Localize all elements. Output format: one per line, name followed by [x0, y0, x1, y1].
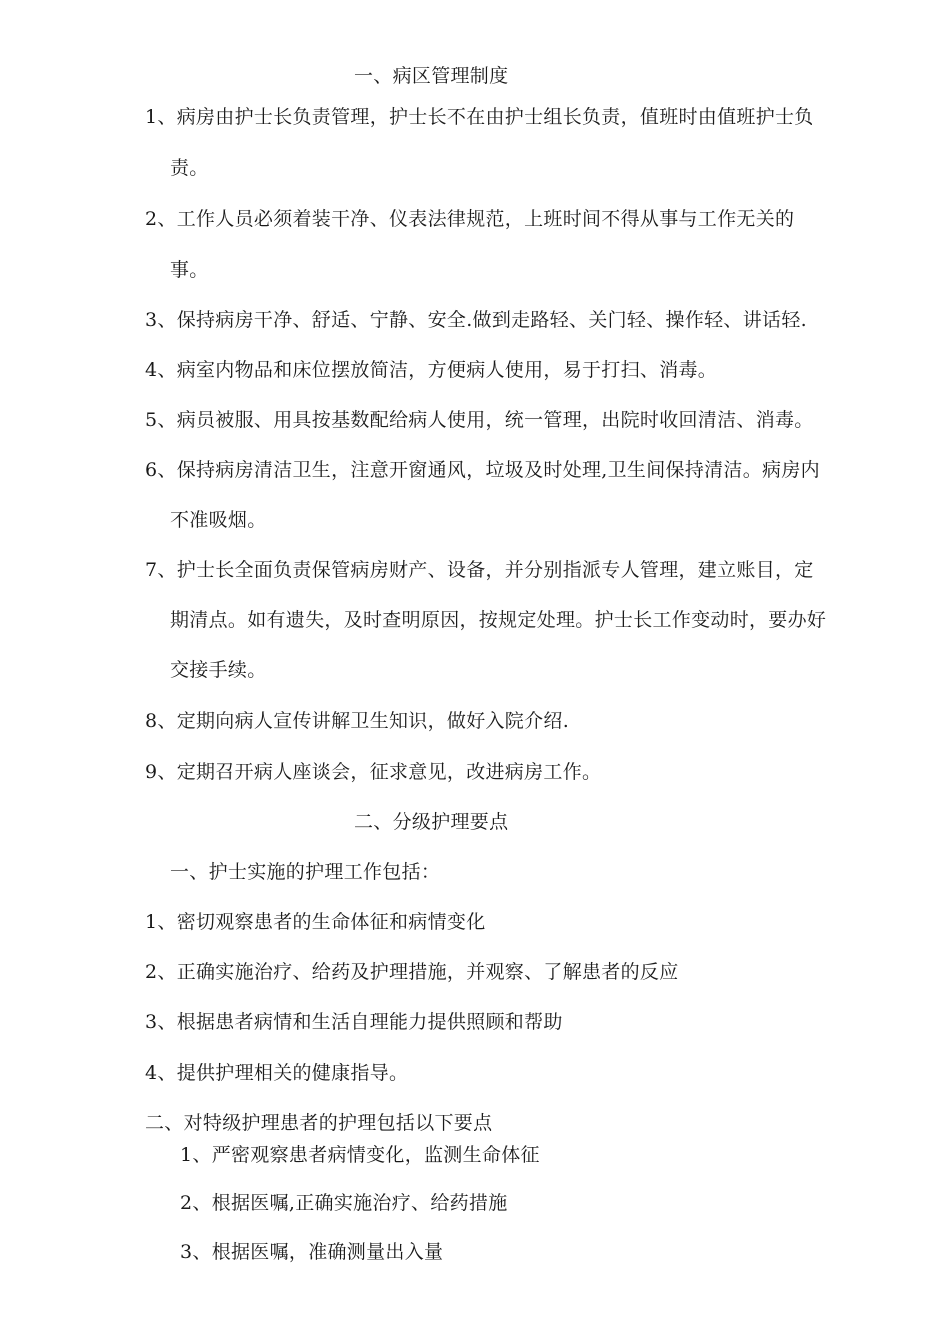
- section1-title: 一、病区管理制度: [354, 65, 509, 87]
- rule-item-1-cont: 责。: [170, 157, 209, 179]
- rule-item-6-cont: 不准吸烟。: [170, 509, 267, 531]
- rule-item-4: 4、病室内物品和床位摆放简洁，方便病人使用，易于打扫、消毒。: [145, 359, 718, 381]
- section2-title: 二、分级护理要点: [354, 811, 509, 833]
- rule-item-9: 9、定期召开病人座谈会，征求意见，改进病房工作。: [145, 761, 602, 783]
- rule-item-8: 8、定期向病人宣传讲解卫生知识，做好入院介绍.: [145, 710, 570, 732]
- special-care-item-1: 1、严密观察患者病情变化，监测生命体征: [180, 1144, 540, 1166]
- rule-item-6: 6、保持病房清洁卫生，注意开窗通风，垃圾及时处理,卫生间保持清洁。病房内: [145, 459, 820, 481]
- special-care-item-3: 3、根据医嘱，准确测量出入量: [180, 1241, 444, 1263]
- rule-item-3: 3、保持病房干净、舒适、宁静、安全.做到走路轻、关门轻、操作轻、讲话轻.: [145, 309, 807, 331]
- care-item-3: 3、根据患者病情和生活自理能力提供照顾和帮助: [145, 1011, 563, 1033]
- rule-item-5: 5、病员被服、用具按基数配给病人使用，统一管理，出院时收回清洁、消毒。: [145, 409, 814, 431]
- rule-item-2-cont: 事。: [170, 259, 209, 281]
- rule-item-2: 2、工作人员必须着装干净、仪表法律规范，上班时间不得从事与工作无关的: [145, 208, 795, 230]
- rule-item-7-cont-1: 期清点。如有遗失，及时查明原因，按规定处理。护士长工作变动时，要办好: [170, 609, 827, 631]
- rule-item-7: 7、护士长全面负责保管病房财产、设备，并分别指派专人管理，建立账目，定: [145, 559, 814, 581]
- special-care-item-2: 2、根据医嘱,正确实施治疗、给药措施: [180, 1192, 508, 1214]
- care-item-1: 1、密切观察患者的生命体征和病情变化: [145, 911, 486, 933]
- section2-sub1-title: 一、护士实施的护理工作包括：: [170, 861, 441, 883]
- rule-item-1: 1、病房由护士长负责管理，护士长不在由护士组长负责，值班时由值班护士负: [145, 106, 814, 128]
- care-item-4: 4、提供护理相关的健康指导。: [145, 1062, 409, 1084]
- section2-sub2-title: 二、对特级护理患者的护理包括以下要点: [145, 1112, 493, 1134]
- care-item-2: 2、正确实施治疗、给药及护理措施，并观察、了解患者的反应: [145, 961, 679, 983]
- rule-item-7-cont-2: 交接手续。: [170, 659, 267, 681]
